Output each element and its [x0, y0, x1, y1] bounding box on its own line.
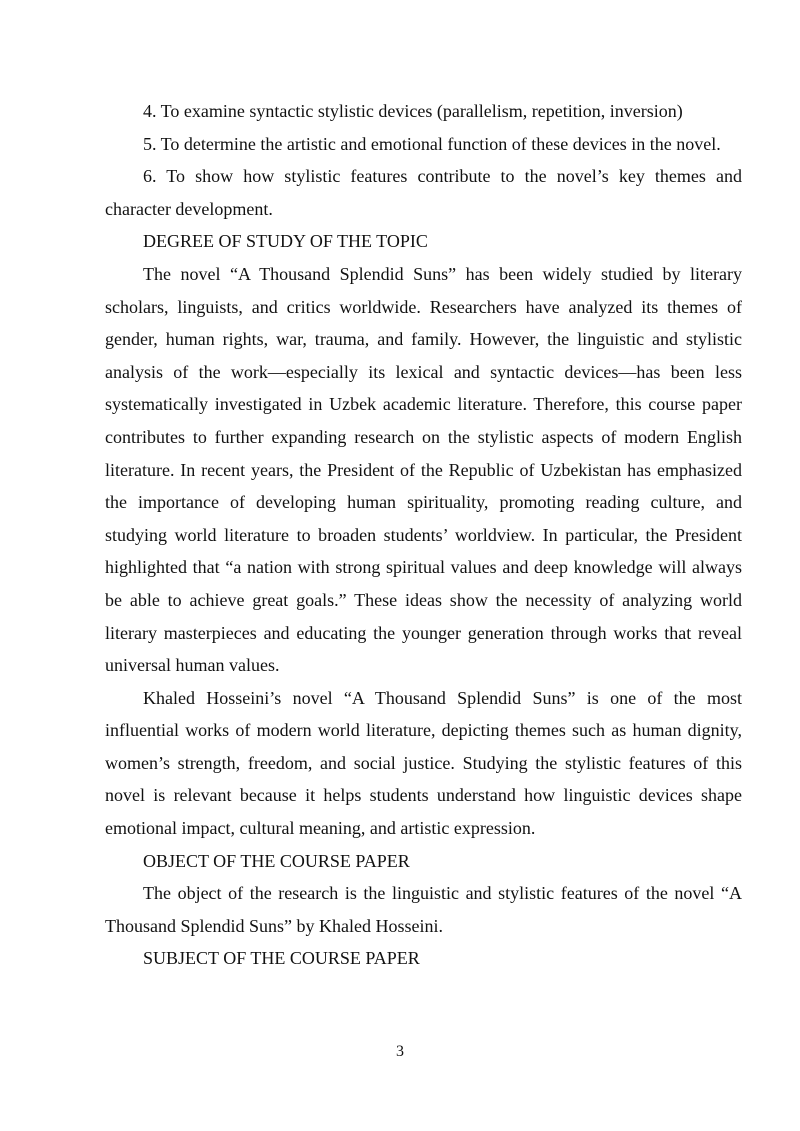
- section-heading-subject: SUBJECT OF THE COURSE PAPER: [143, 948, 420, 969]
- task-item-4: 4. To examine syntactic stylistic devices (parallelism, repetition, inversion): [143, 101, 683, 121]
- paragraph-object-1: The object of the research is the linguistic and stylistic features of the novel “A Thousand Splendid Suns” by Khaled Hosseini.: [105, 883, 742, 936]
- body-text: [105, 95, 742, 975]
- paragraph-degree-1: The novel “A Thousand Splendid Suns” has been widely studied by literary scholars, linguists, and critics worldwide. Researchers have analyzed its themes of gender, human rights, war, trauma, and family. However, the linguistic and stylistic analysis of the work—especially its lexical and syntactic devices—has been less systematically investigated in Uzbek academic literature. Therefore, this course paper contributes to further expanding research on the stylistic aspects of modern English literature. In recent years, the President of the Republic of Uzbekistan has emphasized the importance of developing human spirituality, promoting reading culture, and studying world literature to broaden students’ worldview. In particular, the President highlighted that “a nation with strong spiritual values and deep knowledge will always be able to achieve great goals.” These ideas show the necessity of analyzing world literary masterpieces and educating the younger generation through works that reveal universal human values.: [105, 263, 742, 676]
- page-number: 3: [396, 1043, 404, 1060]
- task-item-5: 5. To determine the artistic and emotional function of these devices in the novel.: [143, 133, 721, 154]
- paragraph-degree-2: Khaled Hosseini’s novel “A Thousand Splendid Suns” is one of the most influential works of modern world literature, depicting themes such as human dignity, women’s strength, freedom, and social justice. Studying the stylistic features of this novel is relevant because it helps students understand how linguistic devices shape emotional impact, cultural meaning, and artistic expression.: [105, 687, 742, 839]
- section-heading-degree: DEGREE OF STUDY OF THE TOPIC: [143, 231, 428, 252]
- section-heading-object: OBJECT OF THE COURSE PAPER: [143, 850, 410, 871]
- task-item-6: 6. To show how stylistic features contribute to the novel’s key themes and character development.: [105, 166, 742, 219]
